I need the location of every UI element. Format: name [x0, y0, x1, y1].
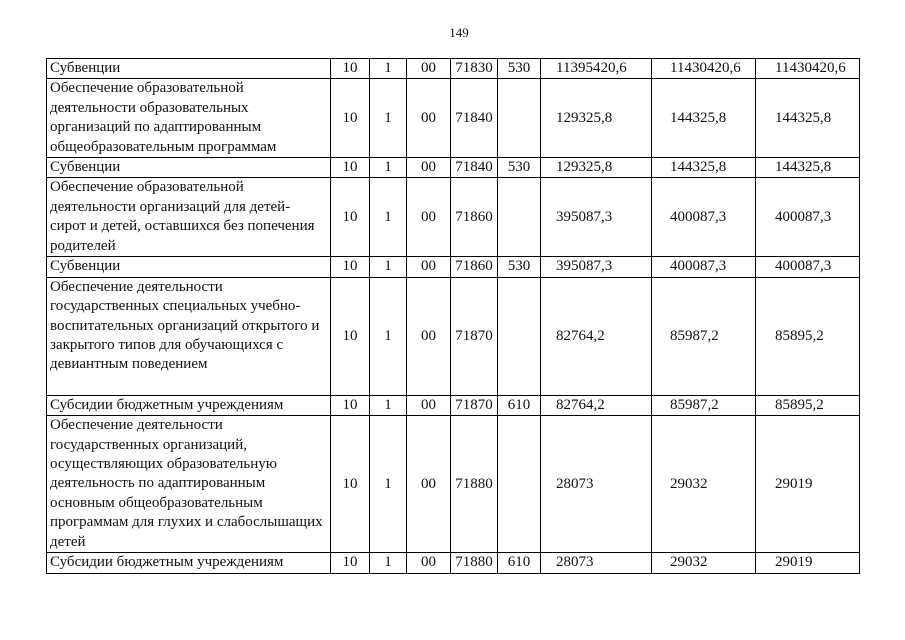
- item-name-cell: Субсидии бюджетным учреждениям: [47, 395, 331, 415]
- table-row: [47, 178, 860, 257]
- code-cell-4: 71870: [451, 395, 498, 415]
- amount-cell-3: 85895,2: [756, 395, 860, 415]
- table-row: [47, 257, 860, 277]
- amount-cell-2: 144325,8: [652, 158, 756, 178]
- code-cell-4: 71840: [451, 79, 498, 158]
- amount-cell-3: 400087,3: [756, 178, 860, 257]
- amount-cell-1: 129325,8: [541, 79, 652, 158]
- code-cell-5: 530: [498, 158, 541, 178]
- code-cell-3: 00: [407, 277, 451, 395]
- table-row: [47, 553, 860, 573]
- code-cell-2: 1: [370, 158, 407, 178]
- code-cell-1: 10: [331, 79, 370, 158]
- amount-cell-3: 85895,2: [756, 277, 860, 395]
- amount-cell-3: 29019: [756, 416, 860, 553]
- amount-cell-1: 82764,2: [541, 395, 652, 415]
- code-cell-3: 00: [407, 79, 451, 158]
- amount-cell-2: 29032: [652, 416, 756, 553]
- code-cell-3: 00: [407, 257, 451, 277]
- code-cell-1: 10: [331, 553, 370, 573]
- amount-cell-1: 395087,3: [541, 257, 652, 277]
- item-name-cell: Обеспечение деятельности государственных организаций, осуществляющих образовательную деятельность по адаптированным основным общеобразовательным программам для глухих и слабослышащих детей: [47, 416, 331, 553]
- amount-cell-1: 129325,8: [541, 158, 652, 178]
- code-cell-5: [498, 277, 541, 395]
- code-cell-1: 10: [331, 59, 370, 79]
- amount-cell-3: 29019: [756, 553, 860, 573]
- amount-cell-3: 144325,8: [756, 158, 860, 178]
- item-name-cell: Обеспечение образовательной деятельности образовательных организаций по адаптированным общеобразовательным программам: [47, 79, 331, 158]
- item-name-cell: Субвенции: [47, 257, 331, 277]
- amount-cell-2: 85987,2: [652, 277, 756, 395]
- code-cell-4: 71860: [451, 178, 498, 257]
- code-cell-3: 00: [407, 178, 451, 257]
- item-name-cell: Субвенции: [47, 158, 331, 178]
- table-row: [47, 277, 860, 395]
- code-cell-1: 10: [331, 395, 370, 415]
- amount-cell-2: 85987,2: [652, 395, 756, 415]
- code-cell-5: [498, 79, 541, 158]
- budget-table: [46, 58, 860, 574]
- code-cell-3: 00: [407, 553, 451, 573]
- table-row: [47, 395, 860, 415]
- table-row: [47, 416, 860, 553]
- code-cell-2: 1: [370, 416, 407, 553]
- amount-cell-3: 11430420,6: [756, 59, 860, 79]
- code-cell-4: 71880: [451, 416, 498, 553]
- code-cell-3: 00: [407, 158, 451, 178]
- code-cell-5: 610: [498, 395, 541, 415]
- code-cell-2: 1: [370, 178, 407, 257]
- code-cell-5: 530: [498, 257, 541, 277]
- code-cell-4: 71840: [451, 158, 498, 178]
- amount-cell-1: 28073: [541, 416, 652, 553]
- amount-cell-1: 28073: [541, 553, 652, 573]
- code-cell-1: 10: [331, 178, 370, 257]
- code-cell-2: 1: [370, 257, 407, 277]
- code-cell-5: 610: [498, 553, 541, 573]
- amount-cell-2: 29032: [652, 553, 756, 573]
- amount-cell-1: 82764,2: [541, 277, 652, 395]
- item-name-cell: Субсидии бюджетным учреждениям: [47, 553, 331, 573]
- amount-cell-2: 400087,3: [652, 257, 756, 277]
- code-cell-1: 10: [331, 257, 370, 277]
- amount-cell-3: 144325,8: [756, 79, 860, 158]
- code-cell-2: 1: [370, 79, 407, 158]
- item-name-cell: Обеспечение образовательной деятельности организаций для детей- сирот и детей, оставшихся без попечения родителей: [47, 178, 331, 257]
- code-cell-4: 71880: [451, 553, 498, 573]
- item-name-cell: Обеспечение деятельности государственных специальных учебно- воспитательных организаций открытого и закрытого типов для обучающихся с девиантным поведением: [47, 277, 331, 395]
- code-cell-2: 1: [370, 395, 407, 415]
- code-cell-3: 00: [407, 59, 451, 79]
- code-cell-2: 1: [370, 553, 407, 573]
- amount-cell-3: 400087,3: [756, 257, 860, 277]
- table-row: [47, 158, 860, 178]
- code-cell-4: 71830: [451, 59, 498, 79]
- page-number: 149: [449, 25, 469, 40]
- code-cell-5: 530: [498, 59, 541, 79]
- code-cell-2: 1: [370, 59, 407, 79]
- item-name-cell: Субвенции: [47, 59, 331, 79]
- code-cell-4: 71860: [451, 257, 498, 277]
- code-cell-4: 71870: [451, 277, 498, 395]
- amount-cell-2: 400087,3: [652, 178, 756, 257]
- amount-cell-1: 11395420,6: [541, 59, 652, 79]
- table-row: [47, 79, 860, 158]
- code-cell-1: 10: [331, 277, 370, 395]
- code-cell-1: 10: [331, 158, 370, 178]
- amount-cell-1: 395087,3: [541, 178, 652, 257]
- code-cell-5: [498, 416, 541, 553]
- code-cell-1: 10: [331, 416, 370, 553]
- code-cell-2: 1: [370, 277, 407, 395]
- code-cell-5: [498, 178, 541, 257]
- amount-cell-2: 11430420,6: [652, 59, 756, 79]
- table-row: [47, 59, 860, 79]
- code-cell-3: 00: [407, 416, 451, 553]
- amount-cell-2: 144325,8: [652, 79, 756, 158]
- code-cell-3: 00: [407, 395, 451, 415]
